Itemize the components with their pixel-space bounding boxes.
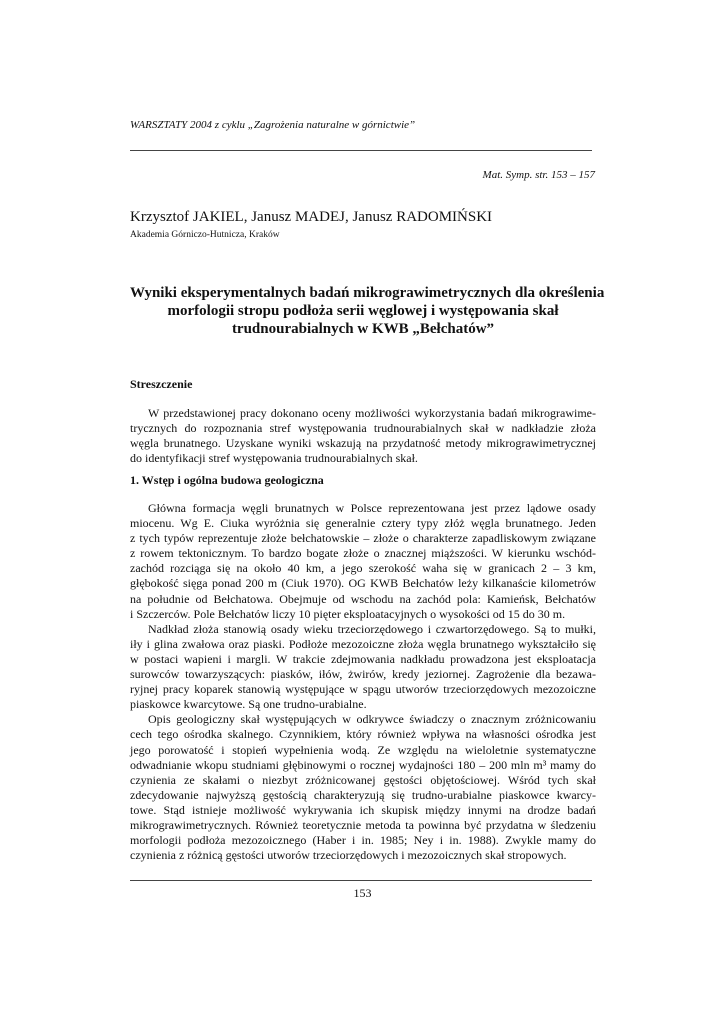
- text-line: czynienia ze skałami o niezbyt zróżnicowanej gęstości objętościowej. Wśród tych skał: [130, 772, 596, 787]
- affiliation: Akademia Górniczo-Hutnicza, Kraków: [130, 230, 280, 240]
- title-line: morfologii stropu podłoża serii węglowej i występowania skał: [167, 303, 559, 319]
- text-line: i Szczerców. Pole Bełchatów liczy 10 pięter eksploatacyjnych o wysokości od 15 do 30 m.: [130, 606, 566, 621]
- text-line: na południe od Bełchatowa. Obejmuje od wschodu na zachód pola: Kamieńsk, Bełchatów: [130, 591, 596, 606]
- text-line: w postaci wapieni i margli. W trakcie zdejmowania nadkładu prowadzona jest eksploatacja: [130, 651, 596, 666]
- text-line: towe. Stąd istnieje możliwość wykrywania ich skupisk między innymi na drodze badań: [130, 802, 596, 817]
- running-header: WARSZTATY 2004 z cyklu „Zagrożenia naturalne w górnictwie”: [130, 119, 416, 131]
- text-line: morfologii podłoża mezozoicznego (Haber i in. 1985; Ney i in. 1988). Zwykle mamy do: [130, 833, 596, 848]
- text-line: surowców towarzyszących: piasków, iłów, żwirów, kredy jeziornej. Zagrożenie dla bezawa-: [130, 667, 596, 682]
- footer-rule: [130, 880, 592, 881]
- citation-reference: Mat. Symp. str. 153 – 157: [482, 169, 595, 181]
- text-line: głębokość sięga ponad 200 m (Ciuk 1970). OG KWB Bełchatów leży kilkanaście kilometrów: [130, 576, 596, 591]
- text-line: trycznych do rozpoznania stref występowania trudnourabialnych skał w nadkładzie złoża: [130, 421, 596, 436]
- title-line: trudnourabialnych w KWB „Bełchatów”: [231, 321, 495, 337]
- text-line: czynienia z różnicą gęstości utworów trzeciorzędowych i mezozoicznych skał stropowych.: [130, 848, 567, 863]
- title-line: Wyniki eksperymentalnych badań mikrograwimetrycznych dla określenia: [130, 285, 605, 301]
- text-line: miocenu. Wg E. Ciuka wyróżnia się generalnie cztery typy złóż węgla brunatnego. Jeden: [130, 516, 596, 531]
- text-line: Główna formacja węgli brunatnych w Polsce reprezentowana jest przez lądowe osady: [148, 501, 596, 515]
- section-body: [130, 501, 596, 863]
- text-line: Opis geologiczny skał występujących w odkrywce świadczy o znacznym zróżnicowaniu: [148, 712, 596, 727]
- paper-title: [130, 284, 605, 338]
- text-line: ryjnej pracy koparek stanowią występujące w spągu utworów trzeciorzędowych mezozoiczne: [130, 682, 596, 697]
- text-line: jego porowatość i stopień wypełnienia wodą. Ze względu na wieloletnie systematyczne: [130, 742, 596, 757]
- page-number: 153: [353, 886, 372, 900]
- section-heading: 1. Wstęp i ogólna budowa geologiczna: [130, 473, 324, 487]
- text-line: odwadnianie wkopu studniami głębinowymi o rocznej wydajności 180 – 200 mln m³ mamy do: [130, 757, 596, 772]
- text-line: Nadkład złoża stanowią osady wieku trzeciorzędowego i czwartorzędowego. Są to mułki,: [148, 621, 596, 636]
- text-line: zachód rozciąga się na około 40 km, a jego szerokość waha się w granicach 2 – 3 km,: [130, 561, 596, 576]
- text-line: zdecydowanie najwyższą gęstością charakteryzują się trudno-urabialne piaskowce kwarcy-: [130, 787, 596, 802]
- text-line: z tych typów reprezentuje złoże bełchatowskie – złoże o charakterze zapadliskowym związane: [130, 531, 596, 546]
- abstract-heading: Streszczenie: [130, 377, 193, 391]
- text-line: węgla brunatnego. Uzyskane wyniki wskazują na przydatność metody mikrograwimetrycznej: [130, 436, 596, 451]
- text-line: do identyfikacji stref występowania trudnourabialnych skał.: [130, 451, 418, 466]
- text-line: mikrograwimetrycznych. Również teoretycznie metoda ta powinna być przydatna w śledzeniu: [130, 817, 596, 832]
- text-line: piaskowce kwarcytowe. Są one trudno-urabialne.: [130, 697, 367, 712]
- text-line: cech tego ośrodka skalnego. Czynnikiem, który również wpływa na własności ośrodka jest: [130, 727, 596, 742]
- text-line: W przedstawionej pracy dokonano oceny możliwości wykorzystania badań mikrograwime-: [148, 406, 596, 420]
- text-line: z rowem tektonicznym. To bardzo bogate złoże o znacznej miąższości. W kierunku wschód-: [130, 546, 596, 561]
- header-rule: [130, 150, 592, 151]
- abstract-paragraph: [130, 406, 596, 466]
- text-line: iły i glina zwałowa oraz piaski. Podłoże mezozoiczne złoża węgla brunatnego wykształciło się: [130, 636, 596, 651]
- authors: Krzysztof JAKIEL, Janusz MADEJ, Janusz RADOMIŃSKI: [130, 209, 493, 225]
